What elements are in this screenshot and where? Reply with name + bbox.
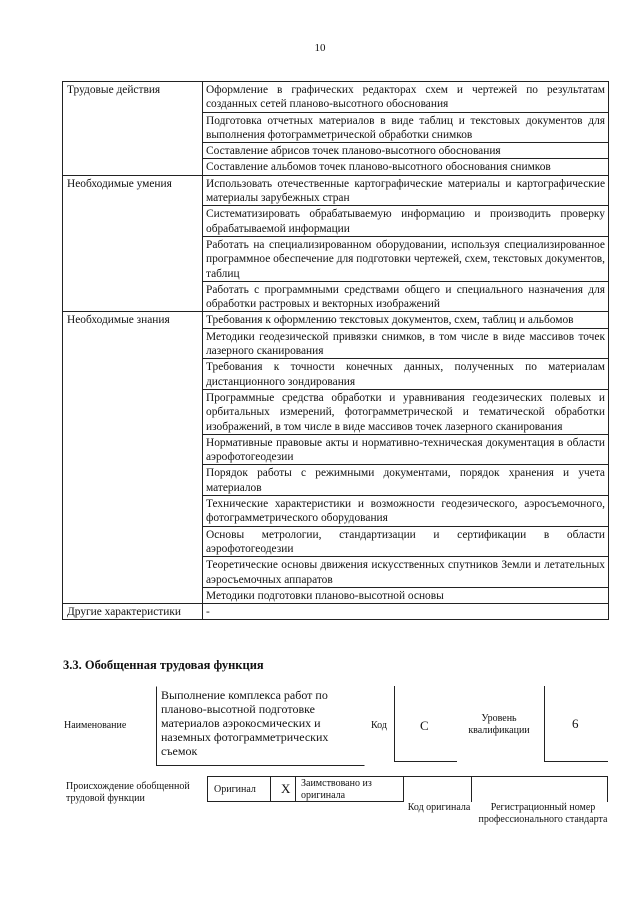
borrowed-label: Заимствовано из оригинала	[301, 778, 372, 801]
row-item: Теоретические основы движения искусственных спутников Земли и летательных аэросъемочных аппаратов	[203, 557, 609, 588]
row-item: Методики подготовки планово-высотной основы	[203, 587, 609, 603]
row-label: Необходимые знания	[63, 312, 203, 604]
level-value: 6	[572, 716, 579, 731]
row-label: Другие характеристики	[63, 604, 203, 620]
original-label: Оригинал	[214, 784, 256, 795]
row-item: Порядок работы с режимными документами, порядок хранения и учета материалов	[203, 465, 609, 496]
function-name-value: Выполнение комплекса работ по планово-высотной подготовке материалов аэрокосмических и наземных фотограмметрических съемок	[156, 686, 365, 766]
row-item: Составление абрисов точек планово-высотного обоснования	[203, 143, 609, 159]
row-item: Систематизировать обрабатываемую информацию и производить проверку обрабатываемой информации	[203, 206, 609, 237]
row-item: Оформление в графических редакторах схем и чертежей по результатам созданных сетей планово-высотного обоснования	[203, 82, 609, 113]
row-item: Программные средства обработки и уравнивания геодезических полевых и орбитальных измерений, фотограмметрической и тематической обработки изображений, в том числе в виде массивов точек лазерного сканирования	[203, 389, 609, 434]
row-item: -	[203, 604, 609, 620]
row-item: Нормативные правовые акты и нормативно-техническая документация в области аэрофотогеодезии	[203, 434, 609, 465]
code-value: C	[420, 718, 429, 733]
row-item: Составление альбомов точек планово-высотного обоснования снимков	[203, 159, 609, 175]
section-title: 3.3. Обобщенная трудовая функция	[63, 658, 264, 672]
row-item: Требования к оформлению текстовых документов, схем, таблиц и альбомов	[203, 312, 609, 328]
table-row	[63, 312, 609, 328]
row-label: Трудовые действия	[63, 82, 203, 176]
table-row	[63, 604, 609, 620]
row-item: Технические характеристики и возможности геодезического, аэросъемочного, фотограмметрического оборудования	[203, 496, 609, 527]
row-item: Методики геодезической привязки снимков, в том числе в виде массивов точек лазерного сканирования	[203, 328, 609, 359]
table-row	[63, 175, 609, 206]
labor-function-table	[62, 81, 609, 620]
original-mark: X	[281, 781, 291, 796]
table-row	[63, 82, 609, 113]
row-item: Работать с программными средствами общего и специального назначения для обработки растровых и векторных изображений	[203, 281, 609, 312]
page-number: 10	[314, 42, 326, 54]
reg-number-label: Регистрационный номер профессионального стандарта	[478, 802, 608, 825]
code-label: Код	[371, 720, 387, 731]
code-original-label: Код оригинала	[407, 802, 471, 813]
origin-label: Происхождение обобщенной трудовой функции	[66, 781, 190, 804]
row-item: Основы метрологии, стандартизации и сертификации в области аэрофотогеодезии	[203, 526, 609, 557]
name-label: Наименование	[64, 720, 127, 731]
row-item: Требования к точности конечных данных, полученных по материалам дистанционного зондирования	[203, 359, 609, 390]
row-item: Подготовка отчетных материалов в виде таблиц и текстовых документов для выполнения фотограмметрической обработки снимков	[203, 112, 609, 143]
row-label: Необходимые умения	[63, 175, 203, 312]
row-item: Работать на специализированном оборудовании, используя специализированное программное обеспечение для подготовки чертежей, схем, текстовых документов, таблиц	[203, 236, 609, 281]
row-item: Использовать отечественные картографические материалы и картографические материалы зарубежных стран	[203, 175, 609, 206]
level-label: Уровень квалификации	[468, 713, 530, 736]
